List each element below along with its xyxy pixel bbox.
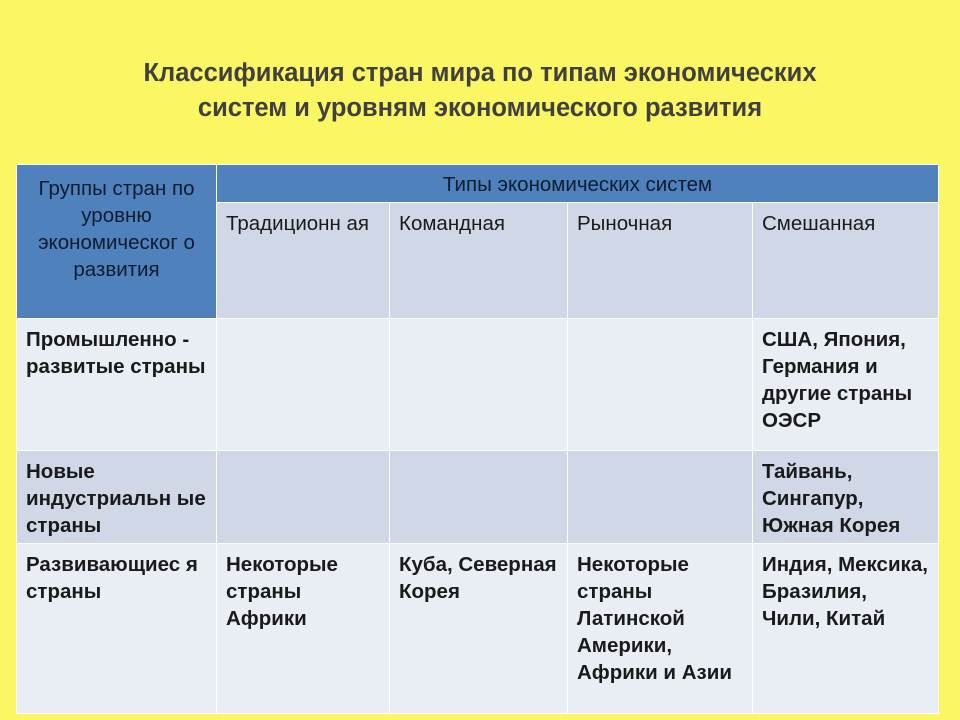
table-cell: Индия, Мексика, Бразилия, Чили, Китай bbox=[753, 544, 939, 714]
row-group-cell: Новые индустриальн ые страны bbox=[17, 451, 217, 544]
column-header-market: Рыночная bbox=[568, 203, 753, 319]
column-header-traditional: Традиционн ая bbox=[217, 203, 390, 319]
table-cell bbox=[568, 451, 753, 544]
title-line-1: Классификация стран мира по типам экономических bbox=[143, 59, 817, 87]
column-header-mixed: Смешанная bbox=[753, 203, 939, 319]
title-line-2: систем и уровням экономического развития bbox=[197, 94, 763, 122]
table-cell: США, Япония, Германия и другие страны ОЭСР bbox=[753, 319, 939, 451]
table-cell: Тайвань, Сингапур, Южная Корея bbox=[753, 451, 939, 544]
table-cell bbox=[217, 319, 390, 451]
group-header-cell: Группы стран по уровню экономическог о развития bbox=[17, 165, 217, 319]
table-cell bbox=[568, 319, 753, 451]
types-header-cell: Типы экономических систем bbox=[217, 165, 939, 203]
table-cell bbox=[390, 319, 568, 451]
column-header-command: Командная bbox=[390, 203, 568, 319]
table-row bbox=[17, 544, 939, 714]
table-header-row bbox=[17, 165, 939, 203]
table-cell bbox=[390, 451, 568, 544]
classification-table bbox=[16, 164, 939, 714]
row-group-cell: Промышленно - развитые страны bbox=[17, 319, 217, 451]
page-title bbox=[0, 56, 960, 126]
table-row bbox=[17, 319, 939, 451]
table-cell: Некоторые страны Латинской Америки, Африки и Азии bbox=[568, 544, 753, 714]
row-group-cell: Развивающиес я страны bbox=[17, 544, 217, 714]
table-cell bbox=[217, 451, 390, 544]
table-cell: Некоторые страны Африки bbox=[217, 544, 390, 714]
table-cell: Куба, Северная Корея bbox=[390, 544, 568, 714]
table-row bbox=[17, 451, 939, 544]
